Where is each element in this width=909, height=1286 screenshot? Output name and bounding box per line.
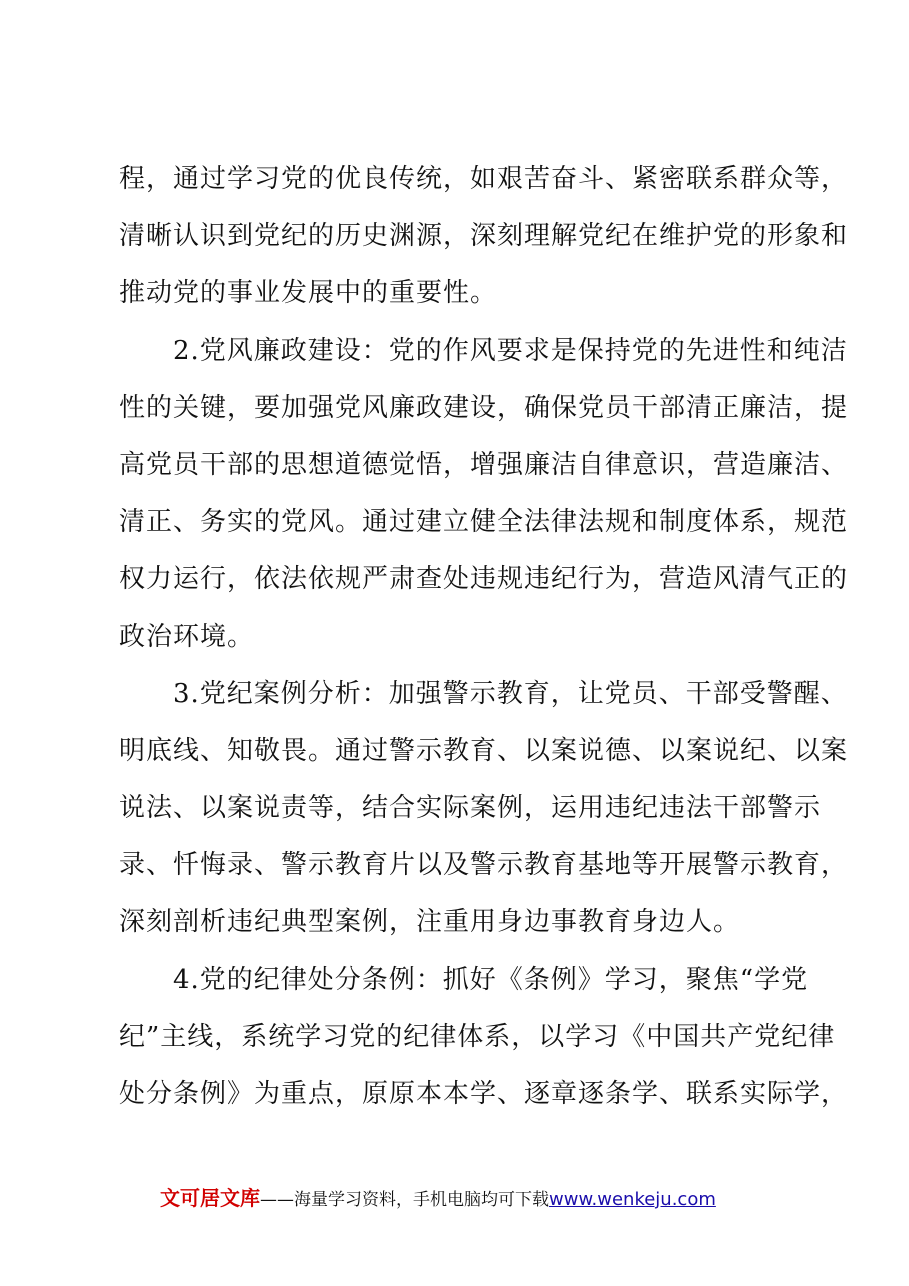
text-line: 深刻剖析违纪典型案例，注重用身边事教育身边人。 xyxy=(119,907,741,938)
text-line: 政治环境。 xyxy=(119,621,255,652)
text-line: 程，通过学习党的优良传统，如艰苦奋斗、紧密联系群众等， xyxy=(119,164,849,194)
text-line: 清晰认识到党纪的历史渊源，深刻理解党纪在维护党的形象和 xyxy=(119,221,849,252)
text-line: 性的关键，要加强党风廉政建设，确保党员干部清正廉洁，提 xyxy=(119,392,849,423)
text-line: 高党员干部的思想道德觉悟，增强廉洁自律意识，营造廉洁、 xyxy=(119,449,849,480)
text-line: 处分条例》为重点，原原本本学、逐章逐条学、联系实际学， xyxy=(119,1079,849,1109)
footer-brand: 文可居文库 xyxy=(160,1186,260,1210)
text-line: 权力运行，依法依规严肃查处违规违纪行为，营造风清气正的 xyxy=(119,564,849,595)
document-body xyxy=(119,151,849,1123)
text-line: 录、忏悔录、警示教育片以及警示教育基地等开展警示教育， xyxy=(119,850,849,881)
paragraph-4-heading-line: 4.党的纪律处分条例：抓好《条例》学习，聚焦“学党 xyxy=(119,964,809,995)
paragraph-3-heading-line: 3.党纪案例分析：加强警示教育，让党员、干部受警醒、 xyxy=(119,678,848,709)
footer-link[interactable]: www.wenkeju.com xyxy=(549,1189,716,1210)
text-line: 说法、以案说责等，结合实际案例，运用违纪违法干部警示 xyxy=(119,793,822,824)
text-line: 推动党的事业发展中的重要性。 xyxy=(119,278,498,309)
page-footer xyxy=(160,1182,800,1211)
text-line: 明底线、知敬畏。通过警示教育、以案说德、以案说纪、以案 xyxy=(119,735,849,766)
text-line: 纪”主线，系统学习党的纪律体系，以学习《中国共产党纪律 xyxy=(119,1021,836,1052)
text-line: 清正、务实的党风。通过建立健全法律法规和制度体系，规范 xyxy=(119,507,849,538)
paragraph-2-heading-line: 2.党风廉政建设：党的作风要求是保持党的先进性和纯洁 xyxy=(119,335,848,366)
footer-tagline: ——海量学习资料，手机电脑均可下载 xyxy=(260,1190,549,1210)
